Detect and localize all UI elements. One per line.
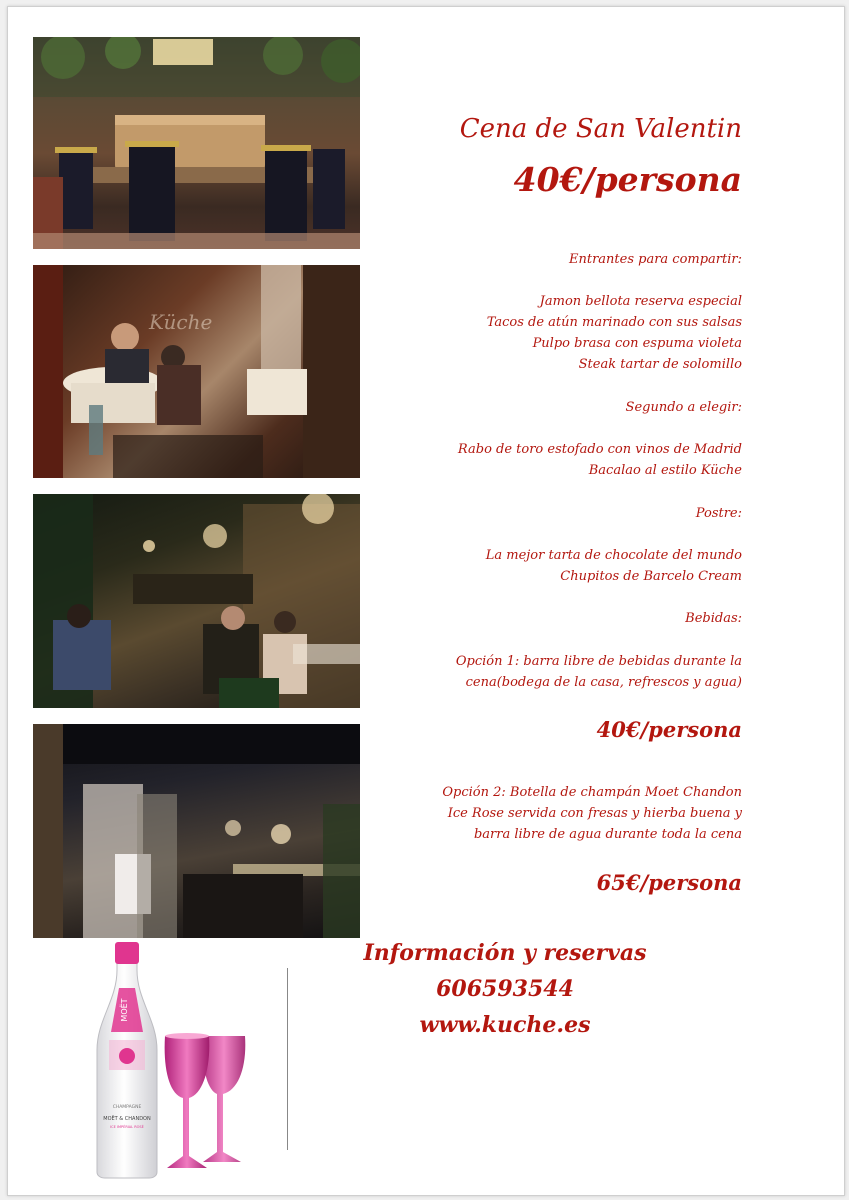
bottle-neck-label: MOËT (120, 998, 129, 1022)
menu-title: Cena de San Valentin (459, 114, 742, 144)
opcion2-line: Opción 2: Botella de champán Moet Chandon (442, 785, 742, 800)
opcion2-line: Ice Rose servida con fresas y hierba buena y (447, 806, 742, 821)
contact-website[interactable]: www.kuche.es (419, 1012, 591, 1038)
segundo-item: Bacalao al estilo Küche (588, 463, 742, 478)
restaurant-photo-1 (33, 37, 360, 249)
divider-line (287, 968, 288, 1150)
postre-item: Chupitos de Barcelo Cream (560, 569, 742, 584)
bebidas-heading: Bebidas: (685, 611, 742, 626)
contact-label: Información y reservas (363, 940, 647, 966)
restaurant-photo-3 (33, 494, 360, 708)
bottle-champagne-label: CHAMPAGNE (112, 1105, 142, 1110)
opcion1-line: cena(bodega de la casa, refrescos y agua) (465, 675, 742, 690)
main-price: 40€/persona (513, 160, 742, 199)
opcion2-price: 65€/persona (596, 870, 742, 895)
bottle-sub-label: ICE IMPÉRIAL ROSÉ (110, 1125, 144, 1129)
segundo-heading: Segundo a elegir: (625, 400, 742, 415)
entrante-item: Jamon bellota reserva especial (539, 294, 742, 309)
entrantes-heading: Entrantes para compartir: (568, 252, 742, 267)
kuche-sign: Küche (149, 310, 213, 334)
restaurant-photo-4 (33, 724, 360, 938)
restaurant-photo-2 (33, 265, 360, 478)
bottle-brand-label: MOËT & CHANDON (103, 1116, 151, 1122)
opcion1-price: 40€/persona (596, 717, 742, 742)
champagne-bottle-illustration (95, 940, 265, 1180)
postre-item: La mejor tarta de chocolate del mundo (485, 548, 742, 563)
opcion2-line: barra libre de agua durante toda la cena (473, 827, 742, 842)
postre-heading: Postre: (695, 506, 742, 521)
segundo-item: Rabo de toro estofado con vinos de Madrid (457, 442, 742, 457)
entrante-item: Steak tartar de solomillo (578, 357, 742, 372)
opcion1-line: Opción 1: barra libre de bebidas durante la (455, 654, 742, 669)
entrante-item: Tacos de atún marinado con sus salsas (486, 315, 742, 330)
entrante-item: Pulpo brasa con espuma violeta (532, 336, 742, 351)
contact-phone[interactable]: 606593544 (436, 976, 574, 1002)
